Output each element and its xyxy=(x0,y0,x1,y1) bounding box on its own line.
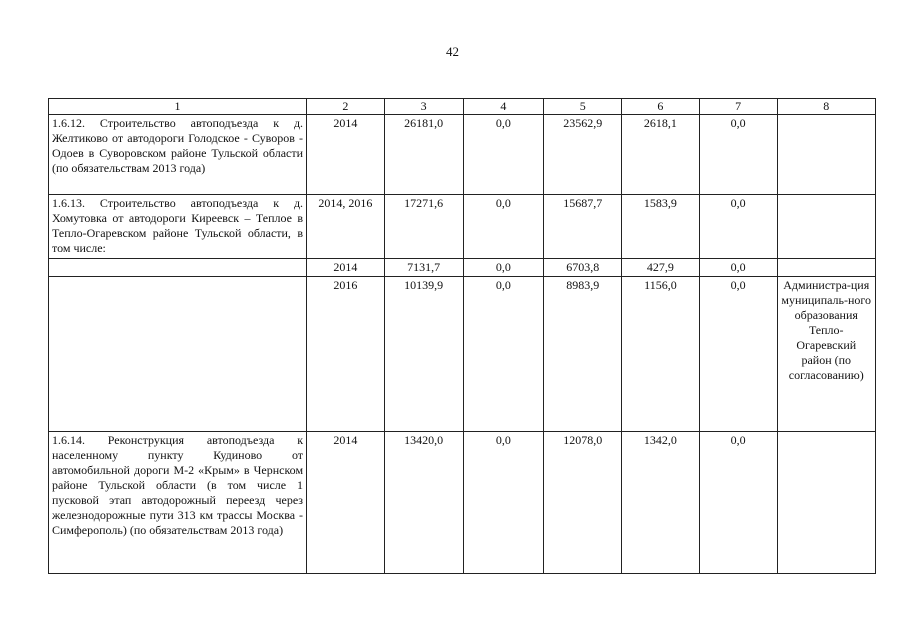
row-col6: 1342,0 xyxy=(622,432,700,574)
row-col4: 0,0 xyxy=(463,277,544,432)
row-col7: 0,0 xyxy=(699,432,777,574)
table-row xyxy=(49,432,876,574)
row-executor xyxy=(777,432,876,574)
row-executor xyxy=(777,115,876,195)
row-years: 2014 xyxy=(307,432,385,574)
row-executor xyxy=(777,259,876,277)
row-total: 26181,0 xyxy=(384,115,463,195)
row-description: 1.6.13. Строительство автоподъезда к д. Хомутовка от автодороги Киреевск – Теплое в Тепло-Огаревском районе Тульской области, в том числе: xyxy=(49,195,307,259)
row-col5: 6703,8 xyxy=(544,259,622,277)
row-col5: 12078,0 xyxy=(544,432,622,574)
row-years: 2014 xyxy=(307,259,385,277)
column-header-5: 5 xyxy=(544,99,622,115)
page-number: 42 xyxy=(446,44,459,59)
column-header-8: 8 xyxy=(777,99,876,115)
column-header-6: 6 xyxy=(622,99,700,115)
row-description xyxy=(49,277,307,432)
row-col7: 0,0 xyxy=(699,259,777,277)
row-executor: Администра-ция муниципаль-ного образования Тепло-Огаревский район (по согласованию) xyxy=(777,277,876,432)
column-header-2: 2 xyxy=(307,99,385,115)
row-col5: 23562,9 xyxy=(544,115,622,195)
row-description xyxy=(49,259,307,277)
column-header-3: 3 xyxy=(384,99,463,115)
row-total: 13420,0 xyxy=(384,432,463,574)
row-col4: 0,0 xyxy=(463,259,544,277)
row-col6: 1583,9 xyxy=(622,195,700,259)
row-years: 2014 xyxy=(307,115,385,195)
column-header-4: 4 xyxy=(463,99,544,115)
table-row xyxy=(49,259,876,277)
row-col5: 15687,7 xyxy=(544,195,622,259)
row-col6: 2618,1 xyxy=(622,115,700,195)
row-total: 17271,6 xyxy=(384,195,463,259)
header-row xyxy=(49,99,876,115)
row-col6: 1156,0 xyxy=(622,277,700,432)
row-description: 1.6.12. Строительство автоподъезда к д. Желтиково от автодороги Голодское - Суворов - Одоев в Суворовском районе Тульской области (по обязательствам 2013 года) xyxy=(49,115,307,195)
row-years: 2014, 2016 xyxy=(307,195,385,259)
row-col4: 0,0 xyxy=(463,432,544,574)
table-row xyxy=(49,195,876,259)
row-total: 10139,9 xyxy=(384,277,463,432)
row-years: 2016 xyxy=(307,277,385,432)
table-row xyxy=(49,115,876,195)
row-total: 7131,7 xyxy=(384,259,463,277)
row-col4: 0,0 xyxy=(463,195,544,259)
budget-table xyxy=(48,98,876,574)
row-col7: 0,0 xyxy=(699,277,777,432)
column-header-1: 1 xyxy=(49,99,307,115)
row-col6: 427,9 xyxy=(622,259,700,277)
column-header-7: 7 xyxy=(699,99,777,115)
row-col5: 8983,9 xyxy=(544,277,622,432)
row-col7: 0,0 xyxy=(699,195,777,259)
row-executor xyxy=(777,195,876,259)
table-row xyxy=(49,277,876,432)
row-description: 1.6.14. Реконструкция автоподъезда к населенному пункту Кудиново от автомобильной дороги М-2 «Крым» в Чернском районе Тульской области (в том числе 1 пусковой этап автодорожный переезд через железнодорожные пути 313 км трассы Москва - Симферополь) (по обязательствам 2013 года) xyxy=(49,432,307,574)
row-col7: 0,0 xyxy=(699,115,777,195)
row-col4: 0,0 xyxy=(463,115,544,195)
